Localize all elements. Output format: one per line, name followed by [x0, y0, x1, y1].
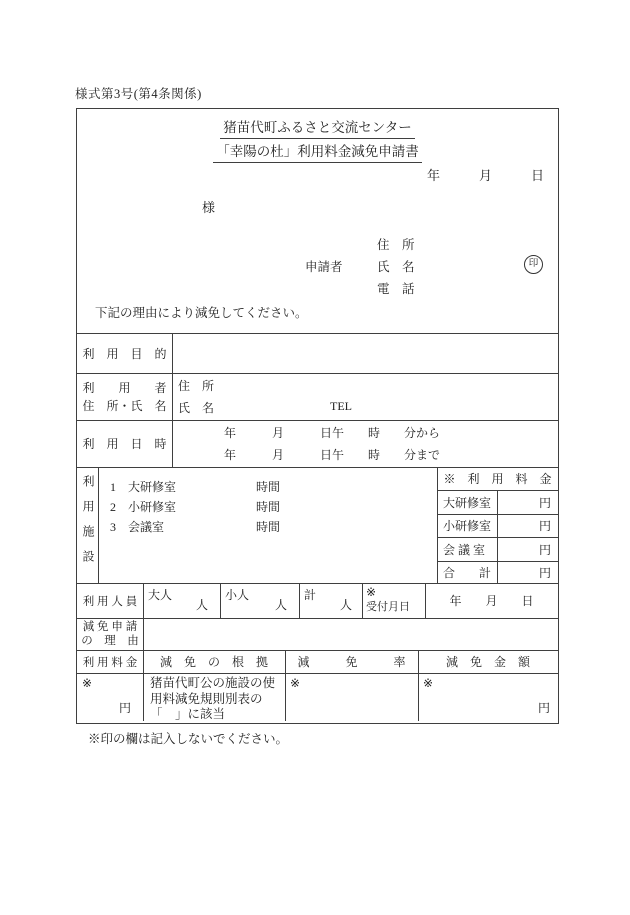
reason-label-line2: の 理 由	[81, 635, 139, 647]
fee-row-label: 会 議 室	[443, 543, 486, 557]
fee-unit: 円	[118, 701, 131, 715]
fee-row-unit: 円	[538, 519, 551, 533]
user-address-label: 住 所	[178, 379, 215, 393]
facility-item-name: 小研修室	[128, 500, 177, 514]
datetime-to: 年 月 日午 時 分まで	[224, 447, 441, 462]
reduction-basis-cell	[143, 673, 285, 721]
seal-mark: 印	[524, 255, 543, 274]
reduction-amount-header: 減 免 金 額	[445, 655, 530, 669]
fee-table-header: ※ 利 用 料 金	[443, 472, 552, 486]
user-tel-label: TEL	[330, 399, 352, 413]
facility-item	[98, 497, 437, 517]
fee-row-label: 合 計	[443, 566, 492, 580]
fee-row-label: 大研修室	[443, 496, 492, 510]
reduction-rate-header: 減 免 率	[297, 655, 406, 669]
facility-item-unit: 時間	[256, 520, 281, 534]
form-outline	[76, 108, 559, 724]
facility-item-no: 2	[110, 500, 116, 514]
fee-mark: ※	[82, 676, 93, 690]
addressee-suffix: 様	[202, 200, 216, 215]
child-label: 小人	[225, 588, 250, 602]
user-content-cell	[172, 373, 558, 420]
reduction-fee-header: 利 用 料 金	[82, 656, 138, 669]
amount-unit: 円	[537, 701, 550, 715]
reason-label-line1: 減 免 申 請	[82, 621, 138, 633]
facility-list-cell	[98, 467, 437, 583]
facility-item-unit: 時間	[256, 480, 281, 494]
facility-item	[98, 477, 437, 497]
facility-item-no: 1	[110, 480, 116, 494]
request-sentence: 下記の理由により減免してください。	[95, 306, 308, 320]
attendance-total-cell	[299, 583, 362, 618]
facility-label: 利用施設	[81, 475, 95, 575]
amount-mark: ※	[423, 676, 434, 690]
reduction-amount-cell	[418, 673, 558, 721]
fee-row-unit: 円	[538, 543, 551, 557]
applicant-name-label: 氏 名	[377, 260, 415, 274]
reason-label-cell	[77, 618, 143, 650]
facility-item-unit: 時間	[256, 500, 281, 514]
basis-text-line3: 「 」に該当	[150, 707, 226, 721]
adult-label: 大人	[148, 588, 173, 602]
application-date-line: 年 月 日	[426, 168, 544, 183]
form-title-line1: 猪苗代町ふるさと交流センター	[220, 116, 414, 139]
rate-mark: ※	[290, 676, 301, 690]
user-label-line2: 住 所・氏 名	[82, 398, 167, 413]
form-title-line2: 「幸陽の杜」利用料金減免申請書	[213, 140, 422, 163]
datetime-label-cell: 利 用 日 時	[82, 437, 167, 451]
facility-item-name: 大研修室	[128, 480, 177, 494]
user-label-line1: 利 用 者	[82, 380, 167, 395]
total-label: 計	[304, 588, 317, 602]
datetime-content-cell	[172, 420, 558, 467]
reduction-fee-cell	[77, 673, 143, 721]
reception-mark: ※	[366, 585, 377, 599]
fee-row	[437, 490, 558, 514]
applicant-address-label: 住 所	[377, 238, 415, 252]
basis-text-line1: 猪苗代町公の施設の使	[150, 676, 276, 690]
fee-row-unit: 円	[538, 496, 551, 510]
title-line1-row	[77, 116, 558, 139]
attendance-label-cell: 利 用 人 員	[82, 595, 138, 608]
datetime-from: 年 月 日午 時 分から	[224, 426, 441, 440]
reception-cell	[362, 583, 425, 618]
applicant-label: 申請者	[305, 260, 343, 274]
adult-unit: 人	[195, 598, 208, 612]
facility-item-name: 会議室	[128, 520, 165, 534]
fee-row	[437, 514, 558, 537]
facility-item	[98, 517, 437, 537]
user-label-cell	[77, 373, 172, 420]
child-unit: 人	[274, 598, 287, 612]
fee-row	[437, 561, 558, 583]
user-name-label: 氏 名	[178, 401, 215, 415]
form-number: 様式第3号(第4条関係)	[75, 87, 202, 101]
reception-date-cell: 年 月 日	[449, 594, 534, 608]
title-line2-row	[77, 140, 558, 163]
footnote: ※印の欄は記入しないでください。	[88, 732, 289, 746]
reception-label: 受付月日	[366, 601, 410, 613]
reduction-basis-header: 減 免 の 根 拠	[159, 655, 268, 669]
facility-item-no: 3	[110, 520, 116, 534]
fee-row	[437, 537, 558, 561]
basis-text-line2: 用料減免規則別表の	[150, 691, 263, 706]
fee-row-unit: 円	[538, 566, 551, 580]
reduction-rate-cell	[285, 673, 418, 721]
grid-line	[77, 618, 558, 619]
applicant-phone-label: 電 話	[377, 282, 415, 296]
total-unit: 人	[339, 598, 352, 612]
facility-label-cell	[77, 467, 98, 583]
attendance-child-cell	[220, 583, 299, 618]
purpose-label-cell: 利 用 目 的	[82, 346, 167, 361]
fee-row-label: 小研修室	[443, 519, 492, 533]
attendance-adult-cell	[143, 583, 220, 618]
